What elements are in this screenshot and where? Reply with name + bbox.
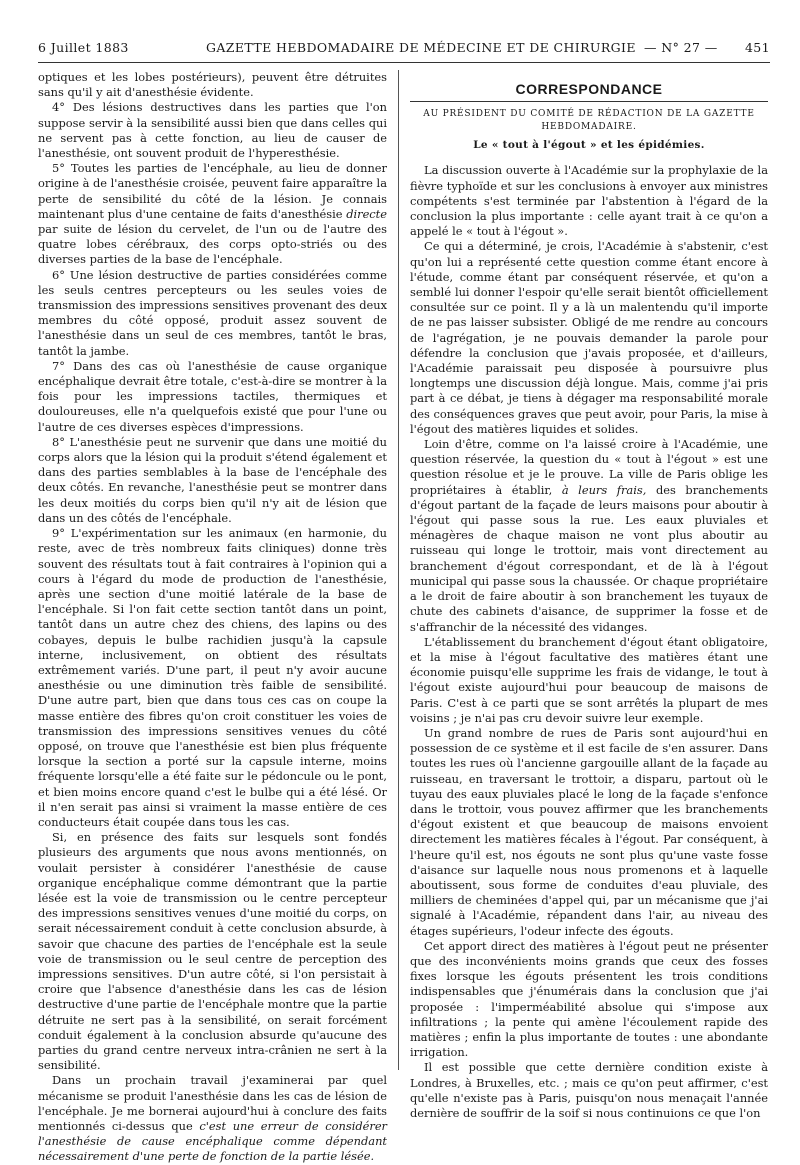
- right-column: [410, 70, 769, 1120]
- paragraph: optiques et les lobes postérieurs), peuvent être détruites sans qu'il y ait d'anesthésie évidente.: [38, 70, 387, 100]
- column-divider: [398, 70, 399, 1070]
- paragraph: Ce qui a déterminé, je crois, l'Académie à s'abstenir, c'est qu'on lui a représenté cette question comme étant encore à l'étude, comme étant par conséquent réservée, et qu'on a semblé lui donner l'espoir qu'elle serait bientôt officiellement consultée sur ce point. Il y a là un malentendu qu'il importe de ne pas laisser subsister. Obligé de me rendre au concours de l'agrégation, je ne pouvais demander la parole pour défendre la conclusion que j'avais proposée, et d'ailleurs, l'Académie paraissait peu disposée à poursuivre plus longtemps une discussion déjà longue. Mais, comme j'ai pris part à ce débat, je tiens à dégager ma responsabilité morale des conséquences graves que peut avoir, pour Paris, la mise à l'égout des matières liquides et solides.: [410, 239, 769, 436]
- left-column: [38, 70, 388, 1164]
- paragraph-text: Loin d'être, comme on l'a laissé croire à l'Académie, une question réservée, la question du « tout à l'égout » est une question résolue et je le prouve. La ville de Paris oblige les propriétaires à établir,: [410, 437, 768, 497]
- paragraph: Il est possible que cette dernière condition existe à Londres, à Bruxelles, etc. ; mais ce qu'on peut affirmer, c'est qu'elle n'existe pas à Paris, puisqu'on nous menaçait l'année dernière de souffrir de la soif si nous continuions ce que l'on: [410, 1060, 768, 1120]
- paragraph: Un grand nombre de rues de Paris sont aujourd'hui en possession de ce système et il est facile de s'en assurer. Dans toutes les rues où l'ancienne gargouille allant de la façade au ruisseau, en traversant le trottoir, a disparu, partout où le tuyau des eaux pluviales placé le long de la façade s'enfonce dans le trottoir, vous pouvez affirmer que les branchements d'égout existent et que beaucoup de maisons envoient directement les matières fécales à l'égout. Par conséquent, à l'heure qu'il est, nos égouts ne sont plus qu'une vaste fosse d'aisance sur laquelle nous nous promenons et à laquelle aboutissent, sous forme de conduites d'eau pluviale, des milliers de cheminées d'appel qui, par un mécanisme que j'ai signalé à l'Académie, répandent dans l'air, au niveau des étages supérieurs, l'odeur infecte des égouts.: [410, 725, 768, 938]
- paragraph-text: 5° Toutes les parties de l'encéphale, au lieu de donner origine à de l'anesthésie croisée, peuvent faire apparaître la perte de sensibilité du côté de la lésion. Je connais maintenant plus d'une centaine de faits d'anesthésie: [38, 161, 387, 221]
- paragraph: [410, 437, 768, 635]
- header-page-number: 451: [744, 40, 770, 55]
- paragraph: [38, 1073, 387, 1164]
- paragraph: L'établissement du branchement d'égout étant obligatoire, et la mise à l'égout facultative des matières étant une économie puisqu'elle supprime les frais de vidange, le tout à l'égout existe aujourd'hui pour beaucoup de maisons de Paris. C'est à ce parti que se sont arrêtés la plupart de mes voisins ; je n'ai pas cru devoir suivre leur exemple.: [410, 634, 768, 725]
- header-issue-number: — N° 27 —: [644, 40, 718, 55]
- italic-leurs-frais: à leurs frais,: [561, 482, 647, 497]
- paragraph-text: par suite de lésion du cervelet, de l'un ou de l'autre des quatre lobes cérébraux, des corps opto-striés ou des diverses parties de la base de l'encéphale.: [38, 222, 387, 267]
- paragraph: La discussion ouverte à l'Académie sur la prophylaxie de la fièvre typhoïde et sur les conclusions à envoyer aux ministres compétents s'est terminée par l'abstention à l'égard de la conclusion la plus importante : celle ayant trait à ce qu'on a appelé le « tout à l'égout ».: [410, 163, 768, 239]
- paragraph-text: Dans un prochain travail j'examinerai par quel mécanisme se produit l'anesthésie dans les cas de lésion de l'encéphale. Je me bornerai aujourd'hui à conclure des faits mentionnés ci-dessus que: [38, 1073, 387, 1134]
- section-subtitle: AU PRÉSIDENT DU COMITÉ DE RÉDACTION DE LA GAZETTE HEBDOMADAIRE.: [423, 109, 755, 133]
- section-subsubtitle: Le « tout à l'égout » et les épidémies.: [473, 139, 705, 152]
- header-date: 6 Juillet 1883: [38, 40, 129, 55]
- paragraph: 6° Une lésion destructive de parties considérées comme les seuls centres percepteurs ou les seules voies de transmission des impressions sensitives provenant des deux membres du côté opposé, produit assez souvent de l'anesthésie dans un seul de ces membres, tantôt le bras, tantôt la jambe.: [38, 267, 387, 358]
- paragraph: 9° L'expérimentation sur les animaux (en harmonie, du reste, avec de très nombreux faits cliniques) donne très souvent des résultats tout à fait contraires à l'opinion qui a cours à l'égard du mode de production de l'anesthésie, après une section d'une moitié latérale de la base de l'encéphale. Si l'on fait cette section tantôt dans un point, tantôt dans un autre chez des chiens, des lapins ou des cobayes, depuis le bulbe rachidien jusqu'à la capsule interne, inclusivement, on obtient des résultats extrêmement variés. D'une part, il peut n'y avoir aucune anesthésie ou une diminution très faible de sensibilité. D'une autre part, bien que dans tous ces cas on coupe la masse entière des fibres qu'on croit constituer les voies de transmission des impressions sensitives venues du côté opposé, on trouve que l'anesthésie est bien plus fréquente lorsque la section a porté sur la capsule interne, moins fréquente lorsqu'elle a été faite sur le pédoncule ou le pont, et bien moins encore quand c'est le bulbe qui a été lésé. Or il n'en serait pas ainsi si vraiment la masse entière de ces conducteurs était coupée dans tous les cas.: [38, 526, 387, 829]
- header-rule: [38, 62, 770, 63]
- paragraph: 4° Des lésions destructives dans les parties que l'on suppose servir à la sensibilité aussi bien que dans celles qui ne servent pas à cette fonction, au lieu de causer de l'anesthésie, ont souvent produit de l'hyperesthésie.: [38, 100, 387, 161]
- running-header: [38, 40, 770, 58]
- italic-directe: directe: [346, 206, 388, 221]
- paragraph-text: des branchements d'égout partant de la façade de leurs maisons pour aboutir à l'égout qui passe sous la rue. Les eaux pluviales et ménagères de chaque maison ne vont plus aboutir au ruisseau qui longe le trottoir, mais vont directement au branchement d'égout correspondant, et de là à l'égout municipal qui passe sous la chaussée. Or chaque propriétaire a le droit de faire aboutir à son branchement les tuyaux de chute des cabinets d'aisance, de supprimer la fosse et de s'affranchir de la nécessité des vidanges.: [410, 482, 769, 634]
- paragraph: Cet apport direct des matières à l'égout peut ne présenter que des inconvénients moins grands que ceux des fosses fixes lorsque les égouts présentent les trois conditions indispensables que j'énumérais dans la conclusion que j'ai proposée : l'imperméabilité absolue qui s'impose aux infiltrations ; la pente qui amène l'écoulement rapide des matières ; enfin la plus importante de toutes : une abondante irrigation.: [410, 938, 768, 1060]
- section-title: CORRESPONDANCE: [410, 82, 768, 102]
- header-journal-title: GAZETTE HEBDOMADAIRE DE MÉDECINE ET DE CHIRURGIE: [206, 40, 636, 55]
- paragraph: 7° Dans des cas où l'anesthésie de cause organique encéphalique devrait être totale, c'est-à-dire se montrer à la fois pour les impressions tactiles, thermiques et douloureuses, elle n'a quelquefois existé que pour l'une ou l'autre de ces diverses espèces d'impressions.: [38, 358, 387, 434]
- paragraph: [38, 161, 387, 267]
- conclusion-italic: c'est une erreur de considérer l'anesthésie de cause encéphalique comme dépendant nécessairement d'une perte de fonction de la partie lésée.: [38, 1119, 388, 1164]
- paragraph: 8° L'anesthésie peut ne survenir que dans une moitié du corps alors que la lésion qui la produit s'étend également et dans des parties semblables à la base de l'encéphale des deux côtés. En revanche, l'anesthésie peut se montrer dans les deux moitiés du corps bien qu'il n'y ait de lésion que dans un des côtés de l'encéphale.: [38, 434, 387, 525]
- paragraph: Si, en présence des faits sur lesquels sont fondés plusieurs des arguments que nous avons mentionnés, on voulait persister à considérer l'anesthésie de cause organique encéphalique comme démontrant que la partie lésée est la voie de transmission ou le centre percepteur des impressions sensitives venues d'une moitié du corps, on serait nécessairement conduit à cette conclusion absurde, à savoir que chacune des parties de l'encéphale est la seule voie de transmission ou le seul centre de perception des impressions sensitives. D'un autre côté, si l'on persistait à croire que l'absence d'anesthésie dans les cas de lésion destructive d'une partie de l'encéphale montre que la partie détruite ne sert pas à la sensibilité, on serait forcément conduit également à la conclusion absurde qu'aucune des parties du grand centre nerveux intra-crânien ne sert à la sensibilité.: [38, 830, 387, 1073]
